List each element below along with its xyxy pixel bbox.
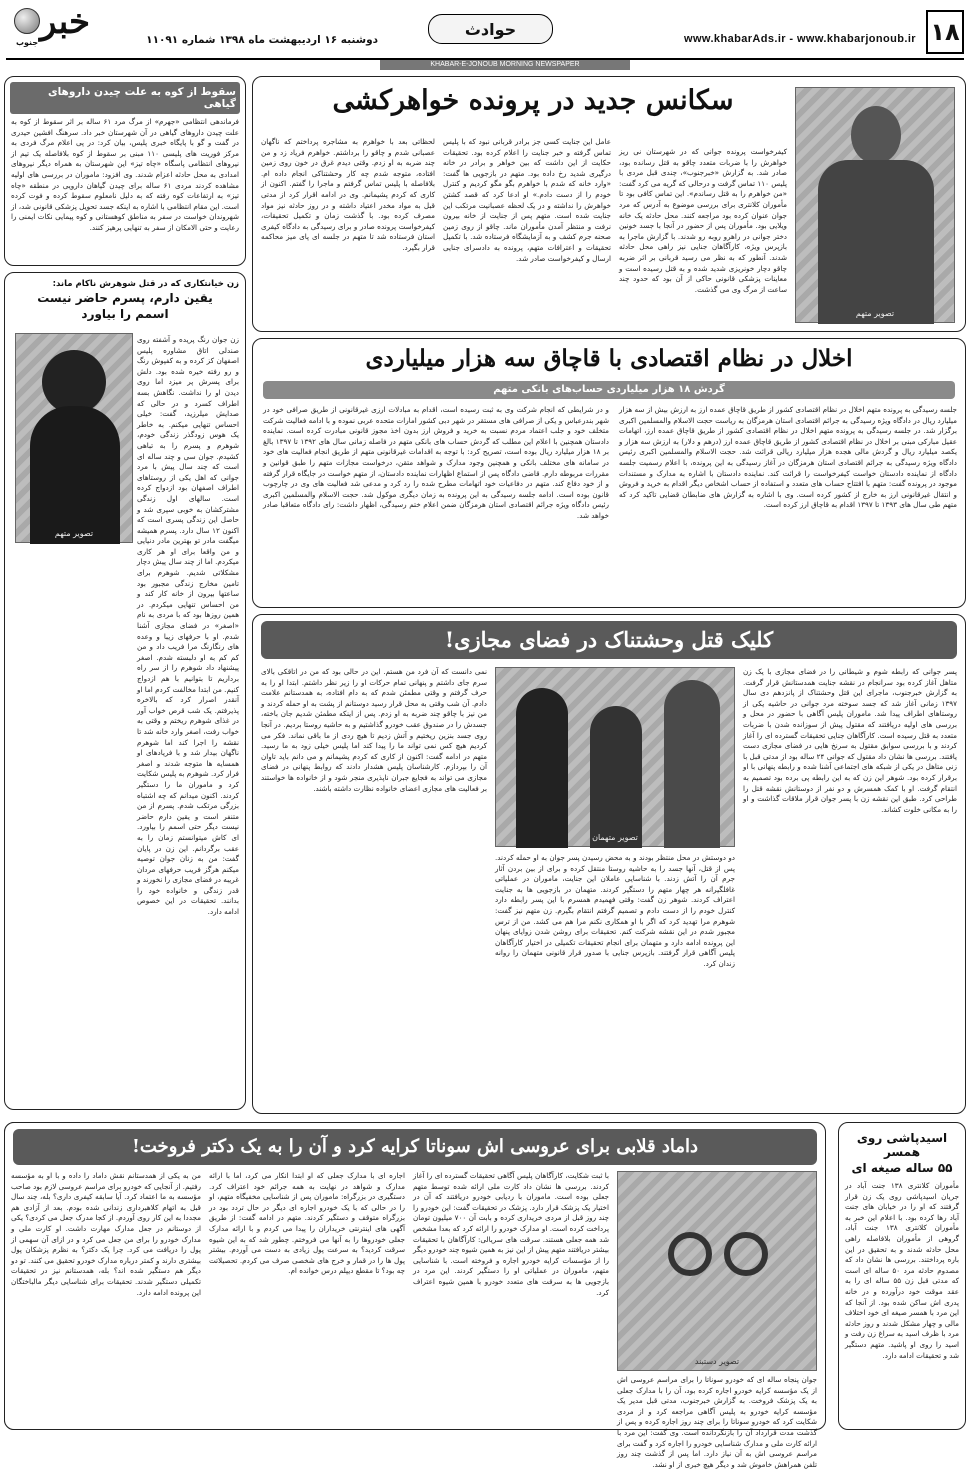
story-cyber-title-bar [261, 621, 957, 659]
story-groom-col1: جوان پنجاه ساله ای که خودرو سوناتا را برای مراسم عروسی اش از یک مؤسسه کرایه خودرو اجاره کرده بود، آن را با مدارک جعلی به یک پزشک فروخت. به گزارش خبرجنوب، مدتی قبل مدیر یک مؤسسه کرایه خودرو به پلیس آگاهی مراجعه کرد و از مردی شکایت کرد که خودرو سوناتا را برای چند روز اجاره کرده و پس از گذشت مدت قرارداد آن را بازنگردانده است. وی گفت: این مرد با ارائه کارت ملی و مدارک شناسایی خودرو را اجاره کرد و گفت برای مراسم عروسی اش به آن نیاز دارد. اما پس از گذشت چند روز تلفن همراهش خاموش شد و دیگر هیچ خبری از او نشد. [617, 1375, 817, 1469]
story-acid-title-1: اسیدپاشی روی همسر [856, 1131, 948, 1159]
story-econ-col2: و در شرایطی که انجام شرکت وی به ثبت رسیده است، اقدام به مبادلات ارزی غیرقانونی از طریق صرافی خود در شهر بندرعباس و یکی از صرافی های مستقر در شهر دبی کشور امارات متحده عربی نموده و با ادامه فعالیت شرکت متخلف خود و جلب اعتماد مردم نسبت به خرید و فروش ارز بدون اخذ مجوز قانونی مبادرت کرده است. نماینده دادستان همچنین با اعلام این مطلب که گردش حساب های بانکی متهم در فاصله زمانی سال های ۱۳۹۲ تا ۱۳۹۷ بالغ بر ۱۸ هزار میلیارد ریال بوده است، تصریح کرد: با توجه به اقدامات غیرقانونی متهم از طریق انجام فعالیت های خود در سامانه های مختلف بانکی و همچنین وجود مدارک و شواهد متقن، درخواست مجازات متهم را طبق قوانین و مقررات مربوطه دارم. قاضی دادگاه پس از استماع اظهارات نماینده دادستان، از متهم خواست در جایگاه قرار گرفته و از خود دفاع کند. متهم در دفاعیات خود اتهامات مطرح شده را رد کرد و مدعی شد فعالیت های وی در چارچوب قانون بوده است. ادامه جلسه رسیدگی به این پرونده به زمان دیگری موکول شد. حجت الاسلام والمسلمین اکبری رئیس دادگاه ویژه جرائم اقتصادی استان هرمزگان ضمن اعلام ختم رسیدگی، اظهار داشت: رای دادگاه متعاقبا صادر خواهد شد. [263, 405, 609, 520]
story-wife-title-1: یقین دارم، پسرم حاضر نیست [37, 291, 213, 305]
websites[interactable]: www.khabarAds.ir - www.khabarjonoub.ir [684, 33, 916, 45]
story-cyber-photo-label: تصویر متهمان [592, 833, 638, 842]
story-sister-col3: لحظاتی بعد با خواهرم به مشاجره پرداختم که ناگهان عصبانی شدم و چاقو را برداشتم. خواهرم فریاد زد و من چند ضربه به او زدم. وقتی دیدم غرق در خون روی زمین افتاده، متوجه شدم چه کار وحشتناکی انجام داده ام. بلافاصله با پلیس تماس گرفتم و ماجرا را گفتم. اکنون از کاری که کردم پشیمانم. وی در ادامه اقرار کرد از مدتی قبل به مواد مخدر اعتیاد داشته و در روز حادثه نیز مواد مصرف کرده بود. با گذشت زمان و تکمیل تحقیقات، کیفرخواست پرونده صادر و برای رسیدگی به دادگاه کیفری استان فرستاده شد تا متهم در جلسه ای پای میز محاکمه قرار بگیرد. [261, 137, 435, 252]
date-issue: دوشنبه ۱۶ اردیبهشت ماه ۱۳۹۸ شماره ۱۱۰۹۱ [146, 34, 378, 46]
story-groom [4, 1122, 826, 1469]
handcuffs-icon [668, 1232, 712, 1276]
suspect-1-icon [516, 688, 568, 848]
page-header [0, 0, 970, 62]
logo-sub: جنوب [16, 38, 39, 47]
story-wife-kicker: زن خیانتکاری که در قتل شوهرش ناکام ماند: [52, 279, 239, 289]
story-cyber-col2: دو دوستش در محل منتظر بودند و به محض رسیدن پسر جوان به او حمله کردند. پس از قتل، آنها جسد را به حاشیه روستا منتقل کرده و برای از بین بردن آثار جرم آن را آتش زدند. با شناسایی عاملان این جنایت، ماموران در عملیاتی غافلگیرانه هر چهار متهم را دستگیر کردند. متهمان در بازجویی ها به جنایت اعتراف کردند. شوهر زن گفت: وقتی فهمیدم همسرم با این پسر رابطه دارد کنترل خودم را از دست دادم و تصمیم گرفتم انتقام بگیرم. زن متهم نیز گفت: شوهرم مرا تهدید کرد که اگر با او همکاری نکنم مرا هم می کشد. من از ترس مجبور شدم در این نقشه شرکت کنم. تحقیقات برای روشن شدن زوایای پنهان این پرونده ادامه دارد و متهمان برای انجام تحقیقات تکمیلی در اختیار کارآگاهان پلیس آگاهی قرار گرفتند. بازپرس جنایی با صدور قرار قانونی متهمان را روانه زندان کرد. [495, 853, 735, 968]
logo-globe-icon [14, 8, 40, 34]
story-groom-photo [617, 1171, 817, 1371]
story-sister-photo [795, 87, 955, 323]
section-title: حوادث [464, 19, 517, 39]
sidebar-story-fall [4, 76, 246, 266]
tagline-bar [380, 60, 630, 70]
story-groom-col2: با ثبت شکایت، کارآگاهان پلیس آگاهی تحقیقات گسترده ای را آغاز کردند. بررسی ها نشان داد کارت ملی ارائه شده توسط متهم جعلی بوده است. ماموران با ردیابی خودرو دریافتند که آن در اختیار یک پزشک قرار دارد. پزشک در تحقیقات گفت: این خودرو را چند روز قبل از مردی خریداری کرده و بابت آن ۷۰۰ میلیون تومان پرداخت کرده است. او مدارک خودرو را ارائه کرد که بعدا مشخص شد همه جعلی هستند. سرقت های سریالی: کارآگاهان با تحقیقات بیشتر دریافتند متهم پیش از این نیز به همین شیوه چند خودرو دیگر را از مؤسسات کرایه خودرو اجاره و فروخته است. با شناسایی متهم، ماموران در عملیاتی او را دستگیر کردند. این مرد در بازجویی ها به سرقت های متعدد خودرو با همین شیوه اعتراف کرد. [413, 1171, 609, 1297]
logo-text: خبر [40, 2, 91, 42]
suspect-3-icon [664, 680, 720, 848]
story-groom-title-bar [13, 1129, 817, 1165]
story-sister-title: سکانس جدید در پرونده خواهرکشی [332, 85, 734, 116]
story-cyber [252, 614, 966, 1114]
story-cyber-photo [495, 667, 735, 847]
person-head-icon [851, 106, 901, 164]
story-acid-title-2: ۵۵ ساله صیغه ای [851, 1161, 953, 1175]
story-econ [252, 338, 966, 608]
story-groom-col3: اجاره ای با مدارک جعلی که او ابتدا انکار می کرد، اما با ارائه مدارک و شواهد در نهایت به همه جرائم خود اعتراف کرد. دستگیری در بزرگراه: ماموران پس از شناسایی مخفیگاه متهم، او را در حالی که با یک خودرو اجاره ای دیگر در حال تردد بود در بزرگراه متوقف و دستگیر کردند. متهم در ادامه گفت: از طریق آگهی های اینترنتی خریداران را پیدا می کردم و با ارائه مدارک جعلی خودروها را به آنها می فروختم. چطور شد که به این شیوه سرقت کردید؟ به سرعت پول زیادی به دست می آوردم. بیشتر پول ها را در قمار و خرج های شخصی صرف می کردم. تحصیلاتت چه بود؟ تا مقطع دیپلم درس خوانده ام. [209, 1171, 405, 1276]
story-cyber-col3: نمی دانست که آن فرد من هستم. این در حالی بود که من در اتاقکی بالای سرم جای داشتم و پنهانی تمام حرکات او را زیر نظر داشتم. ابتدا او را به حرف گرفتم و وقتی مطمئن شدم که به دام افتاده، به همدستانم علامت دادم. آن شب وقتی به محل قرار رسید دوستانم از پشت به او حمله کردند و من نیز با چاقو چند ضربه به او زدم. پس از اینکه مطمئن شدیم جان باخته، جسدش را در صندوق عقب خودرو گذاشتیم و به حاشیه روستا بردیم. در آنجا روی جسد بنزین ریختیم و آتش زدیم تا هیچ ردی از ما باقی نماند. فکر می کردیم هیچ کس نمی تواند ما را پیدا کند اما پلیس خیلی زود به ما رسید. متهم در ادامه گفت: اکنون از کاری که کردم پشیمانم و می دانم باید تاوان آن را بپردازم. کارشناسان پلیس هشدار دادند که روابط پنهانی در فضای مجازی می تواند به فجایع جبران ناپذیری منجر شود و از خانواده ها خواستند بر فعالیت های مجازی اعضای خانواده نظارت داشته باشند. [261, 667, 487, 793]
story-cyber-title: کلیک قتل وحشتناک در فضای مجازی! [444, 627, 774, 652]
page-number: ١٨ [926, 10, 964, 54]
story-sister-col1: کیفرخواست پرونده جوانی که در شهرستان نی ریز خواهرش را با ضربات متعدد چاقو به قتل رسانده بود، صادر شد. به گزارش «خبرجنوب»، چندی قبل مردی با پلیس ۱۱۰ تماس گرفت و درحالی که گریه می کرد گفت: «من خواهرم را به قتل رساندم». این تماس کافی بود تا مأموران کلانتری برای بررسی موضوع به آدرس که مرد جوان عنوان کرده بود مراجعه کنند. محل حادثه یک خانه ویلایی بود. مأموران پس از حضور در آنجا با جسد خونین دختر جوانی در راهرو روبه رو شدند. با گزارش ماجرا به بازپرس ویژه، کارآگاهان جنایی نیز راهی محل حادثه شدند. آنطور که به نظر می رسید قربانی بر اثر ضربه چاقو دچار خونریزی شدید شده و به قتل رسیده است و معاینات پزشکی قانونی حاکی از آن بود که حدود چند ساعت از مرگ وی می گذشت. [619, 147, 787, 294]
story-sister [252, 76, 966, 332]
story-econ-title: اخلال در نظام اقتصادی با قاچاق سه هزار میلیاردی [365, 345, 853, 372]
tagline: KHABAR-E-JONOUB MORNING NEWSPAPER [430, 61, 580, 68]
masthead-logo [6, 2, 112, 56]
story-wife-title-2: اسمم را بیاورد [81, 307, 169, 321]
story-fall-title: سقوط از کوه به علت چیدن داروهای گیاهی [10, 82, 240, 114]
story-groom-title: داماد قلابی برای عروسی اش سوناتا کرایه کرد و آن را به یک دکتر فروخت! [131, 1136, 698, 1157]
story-econ-subtitle: گردش ۱۸ هزار میلیاردی حساب‌های بانکی متهم [263, 381, 955, 399]
suspect-2-icon [590, 706, 642, 848]
handcuffs-icon-2 [724, 1232, 768, 1276]
sidebar-story-wife [4, 272, 246, 1110]
person-body-icon [818, 160, 934, 324]
story-groom-col4: من به یکی از همدستانم نقش داماد را داده و با او به مؤسسه رفتیم. از آنجایی که خودرو برای مراسم عروسی لازم بود صاحب مؤسسه به ما اعتماد کرد. آیا سابقه کیفری داری؟ بله، چند سال قبل به اتهام کلاهبرداری زندانی شده بودم. بعد از آزادی هم مجددا به این کار روی آوردم. از کجا مدرک جعل می کردی؟ یکی از دوستانم در جعل مدارک مهارت داشت. او کارت ملی و مدارک خودرو را برای من جعل می کرد و در ازای آن سهمی از پول را دریافت می کرد. چرا یک دکتر؟ به نظرم پزشکان پول بیشتری دارند و کمتر درباره مدارک خودرو تحقیق می کنند. تو دو دیگر هم دستگیر شده اند؟ بله، همدستانم نیز در تحقیقات تکمیلی دستگیر شدند. تحقیقات برای شناسایی دیگر مالباختگان این پرونده ادامه دارد. [11, 1171, 201, 1297]
sidebar-story-acid-right [838, 1122, 966, 1430]
section-badge [428, 14, 553, 44]
story-acid-body: مأموران کلانتری ۱۳۸ جنت آباد در جریان اسیدپاشی روی یک زن قرار گرفتند که او را در خیابان های جنت آباد رها کرده بود. با اعلام این خبر به مأموران کلانتری ۱۳۸ جنت آباد، گروهی از مأموران بلافاصله راهی محل حادثه شدند و به تحقیق در این باره پرداختند. بررسی ها نشان داد که مصدوم حادثه مرد ۵۰ ساله ای است که مدتی قبل زن ۵۵ ساله ای را به عقد موقت خود درآورده و در خانه پدری اش ساکن شده بود. از آنجا که این مرد با همسر صیغه ای خود اختلاف مالی و چهار مشکل شدند و روز حادثه مرد با ظرف اسید به سراغ زن رفت و اسید را روی او پاشید. متهم دستگیر شد و تحقیقات ادامه دارد. [845, 1181, 959, 1360]
story-groom-photo-label: تصویر دستبند [694, 1357, 740, 1366]
story-wife-body: زن جوان رنگ پریده و آشفته روی صندلی اتاق مشاوره پلیس اصفهان کز کرده و به کفپوش رنگ و رو رفته خیره شده بود. دلش برای پسرش پر میزد اما روی دیدن او را نداشت. نگاهش بسه اطراف کسرد و در حالی که صدایش میلرزید، گفت: خیلی احساس تنهایی میکنم. به خاطر یک هوس زودگذر زندگی خودم، شوهرم و پسرم را به تباهی کشیدم. جوان سی و چند ساله ای است که چند سال پیش با مرد جوانی که اهل یکی از روستاهای اطراف اصفهان بود ازدواج کرده است. سالهای اول زندگی مشترکشان به خوبی سپری شد و حاصل این زندگی پسری است که اکنون ۱۲ سال دارد. پسرم همیشه میگفت مادر تو بهترین مادر دنیایی و من واقعا برای او هر کاری میکردم. اما از چند سال پیش دچار مشکلاتی شدیم. شوهرم برای تامین مخارج زندگی مجبور بود ساعتها بیرون از خانه کار کند و من احساس تنهایی میکردم. در همین روزها بود که با مردی به نام «اصغر» در فضای مجازی آشنا شدم. او با حرفهای زیبا و وعده های رنگارنگ مرا فریب داد و من کم کم به او دلبسته شدم. اصغر پیشنهاد داد شوهرم را از سر راه برداریم تا بتوانیم با هم ازدواج کنیم. من ابتدا مخالفت کردم اما او آنقدر اصرار کرد که بالاخره پذیرفتم. یک شب قرص خواب آور در غذای شوهرم ریختم و وقتی به خواب رفت، اصغر وارد خانه شد تا نقشه را اجرا کند اما شوهرم ناگهان بیدار شد و با فریادهای او همسایه ها متوجه شدند و اصغر فرار کرد. شوهرم به پلیس شکایت کرد و ماموران ما را دستگیر کردند. اکنون میدانم که چه اشتباه بزرگی مرتکب شدم. پسرم از من متنفر است و یقین دارم حاضر نیست دیگر حتی اسمم را بیاورد. ای کاش میتوانستم زمان را به عقب برگردانم. این زن در پایان گفت: من به زنان جوان توصیه میکنم هرگز فریب حرفهای مردان غریبه در فضای مجازی را نخورند و قدر زندگی و خانواده خود را بدانند. تحقیقات در این خصوص ادامه دارد. [137, 335, 239, 917]
story-cyber-col1: پسر جوانی که رابطه شوم و شیطانی را در فضای مجازی با یک زن متاهل آغاز کرده بود سرانجام در نقشه جنایت همدستانش قرار گرفت. به گزارش خبرجنوب، ماجرای این قتل وحشتناک از پانزدهم دی سال ۱۳۹۷ زمانی آغاز شد که جسد سوخته مرد جوانی در حاشیه یکی از روستاهای اطراف پیدا شد. ماموران پلیس آگاهی با حضور در محل و بررسی های اولیه دریافتند که مقتول پیش از سوزانده شدن با ضربات متعدد به قتل رسیده است. کارآگاهان جنایی تحقیقات گسترده ای را آغاز کردند و با بررسی سوابق مقتول به سرنخ هایی در فضای مجازی دست یافتند. بررسی ها نشان داد مقتول که جوانی ۲۴ ساله بود از مدتی قبل با زنی متاهل در یکی از شبکه های اجتماعی آشنا شده و رابطه پنهانی با او برقرار کرده بود. شوهر این زن که به این رابطه پی برده بود تصمیم به انتقام گرفت. او با کمک همسرش و دو نفر از دوستانش نقشه قتل را طراحی کرد. طبق این نقشه زن با پسر جوان قرار ملاقات گذاشت و او را به مکانی خلوت کشاند. [743, 667, 957, 814]
story-wife-photo-label: تصویر متهم [54, 529, 94, 538]
story-sister-photo-label: تصویر متهم [855, 309, 895, 318]
story-econ-col1: جلسه رسیدگی به پرونده متهم اخلال در نظام اقتصادی کشور از طریق قاچاق عمده ارز به ارزش بیش از سه هزار میلیارد ریال در دادگاه ویژه رسیدگی به جرائم اقتصادی استان هرمزگان به ریاست حجت الاسلام والمسلمین اکبری برگزار شد. در جلسه رسیدگی به پرونده متهم اخلال در نظام اقتصادی کشور از طریق قاچاق عمده ارز، اتهامات عقیل مبارکی مبنی بر اخلال در نظام اقتصادی کشور از طریق قاچاق عمده ارز (درهم و دلار) به ارزش سه هزار و یکصد میلیارد ریال و گردش مالی هجده هزار میلیارد ریالی قرائت شد. حجت الاسلام والمسلمین اکبری رئیس دادگاه ویژه رسیدگی به جرائم اقتصادی استان هرمزگان در آغاز رسیدگی به این پرونده، با اعلام رسمیت جلسه دادگاه از نماینده دادستان خواست کیفرخواست را قرائت کند. نماینده دادستان با اشاره به مدارک و مستندات موجود در پرونده گفت: متهم با افتتاح حساب های متعدد و استفاده از حساب اشخاص دیگر اقدام به خرید و فروش و انتقال غیرقانونی ارز به خارج از کشور کرده است. وی با اشاره به گزارش های ضابطان قضایی تاکید کرد که متهم طی سال های ۱۳۹۳ تا ۱۳۹۷ اقدام به قاچاق ارز کرده است. [619, 405, 957, 510]
story-fall-body: فرماندهی انتظامی «جهرم» از مرگ مرد ۶۱ ساله بر اثر سقوط از کوه به علت چیدن داروهای گیاهی در آن شهرستان خبر داد. سرهنگ افشین حیدری در گفت و گو با پایگاه خبری پلیس، بیان کرد: در پی اعلام مرگ فردی به مرکز فوریت های پلیسی ۱۱۰ مبنی بر سقوط از کوه بلافاصله یک تیم از نیروهای انتظامی پاسگاه «چاه تیز» این شهرستان به همراه دیگر نیروهای امدادی به محل حادثه اعزام شدند. وی افزود: ماموران در بررسی های اولیه مشاهده کردند مردی ۶۱ ساله برای چیدن گیاهان دارویی در منطقه «چاه تیز» به ارتفاعات کوه رفته که به دلیل نامعلوم سقوط کرده و فوت کرده است. این مقام انتظامی با اشاره به اینکه جسد تحویل پزشکی قانونی شد، از شهروندان خواست در سفر به مناطق کوهستانی و کوه پیمایی نکات ایمنی را رعایت و حتی الامکان از سفر به تنهایی پرهیز کنند. [11, 117, 240, 232]
story-sister-col2: عامل این جنایت کسی جز برادر قربانی نبود که با پلیس تماس گرفته و خبر جنایت را اعلام کرده بود. تحقیقات حکایت از این داشت که بین خواهر و برادر در خانه درگیری شدید رخ داده بود. متهم در بازجویی ها گفت: «وارد خانه که شدم با خواهرم بگو مگو کردیم و کنترل خودم را از دست دادم.» او ادعا کرد که قصد کشتن خواهرش را نداشته و در یک لحظه عصبانیت مرتکب این جنایت شده است. متهم پس از جنایت از خانه بیرون نرفت و منتظر آمدن مأموران ماند. چاقو از روی زمین صحنه جرم کشف و به آزمایشگاه فرستاده شد. با تکمیل تحقیقات و اعترافات متهم، پرونده به دادسرای جنایی ارسال و کیفرخواست صادر شد. [443, 137, 611, 263]
